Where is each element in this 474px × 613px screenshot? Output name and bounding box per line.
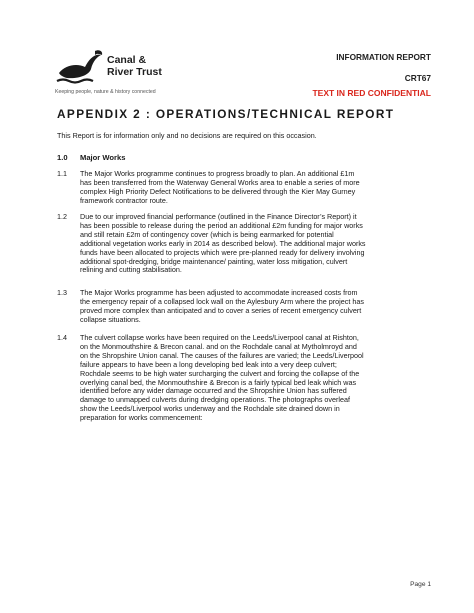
- paragraph-line: Rochdale seems to be high water surcharging the culvert and forcing the collapse of the: [80, 368, 360, 378]
- paragraph-line: and still retain £2m of contingency cover (which is being earmarked for potential: [80, 229, 334, 239]
- paragraph-line: relining and cutting stabilisation.: [80, 265, 182, 275]
- paragraph-line: on the Shropshire Union canal. The causes of the failures are varied; the Leeds/Liverpool: [80, 350, 364, 360]
- paragraph-line: complex High Priority Defect Notifications to be delivered through the Kier May Gurney: [80, 186, 356, 196]
- logo-wordmark: [107, 54, 162, 78]
- paragraph-line: on the Monmouthshire & Brecon canal. and on the Rochdale canal at Mytholmroyd and: [80, 341, 357, 351]
- paragraph-line: collapse situations.: [80, 314, 141, 324]
- paragraph-line: has been possible to release during the period an additional £2m funding for major works: [80, 220, 363, 230]
- paragraph-line: preparation for works commencement:: [80, 413, 203, 423]
- paragraph-number: 1.3: [57, 288, 67, 297]
- paragraph-line: The culvert collapse works have been required on the Leeds/Liverpool canal at Rishton,: [80, 333, 359, 342]
- page-title: APPENDIX 2 : OPERATIONS/TECHNICAL REPORT: [57, 107, 395, 121]
- paragraph-number: 1.2: [57, 212, 67, 221]
- paragraph-number: 1.4: [57, 333, 67, 342]
- paragraph-line: damage to unmapped culverts during dredging operations. The photographs overleaf: [80, 395, 350, 405]
- report-reference: CRT67: [404, 73, 431, 83]
- logo-name-line1: Canal &: [107, 54, 147, 66]
- paragraph-line: Due to our improved financial performance (outlined in the Finance Director’s Report) it: [80, 212, 357, 221]
- paragraph-number: 1.1: [57, 169, 67, 178]
- confidential-notice: TEXT IN RED CONFIDENTIAL: [312, 88, 431, 98]
- paragraph-line: The Major Works programme continues to progress broadly to plan. An additional £1m: [80, 169, 355, 178]
- canal-river-trust-logo: [55, 47, 185, 97]
- paragraph-line: The Major Works programme has been adjusted to accommodate increased costs from: [80, 288, 358, 297]
- logo-tagline: Keeping people, nature & history connected: [55, 89, 156, 95]
- report-type: INFORMATION REPORT: [336, 52, 431, 62]
- paragraph-line: additional spot-dredging, bridge maintenance/ painting, water loss mitigation, culvert: [80, 256, 348, 266]
- section-number: 1.0: [57, 153, 68, 162]
- paragraph-line: show the Leeds/Liverpool works underway and the Rochdale site drained down in: [80, 404, 340, 414]
- paragraph-line: failure appears to have been a long developing bed leak into a very deep culvert;: [80, 359, 337, 369]
- paragraph-line: framework contractor route.: [80, 195, 168, 205]
- logo-name-line2: River Trust: [107, 66, 162, 78]
- paragraph-line: the emergency repair of a collapsed lock wall on the Aylesbury Arm where the project has: [80, 296, 364, 306]
- paragraph-line: proved more complex than anticipated and to cover a series of recent emergency culvert: [80, 305, 362, 315]
- page-number: Page 1: [410, 581, 431, 588]
- intro-text: This Report is for information only and no decisions are required on this occasion.: [57, 131, 317, 140]
- paragraph-line: funds have been allocated to projects which were pre-planned ready for delivery involving: [80, 247, 365, 257]
- swan-logo-icon: [55, 47, 105, 85]
- paragraph-text: [80, 289, 440, 325]
- section-title: Major Works: [80, 153, 126, 162]
- paragraph-line: overlying canal bed, the Monmouthshire & Brecon is a fairly typical bed leak which was: [80, 377, 357, 387]
- paragraph-text: [80, 170, 440, 206]
- paragraph-line: additional vegetation works early in 2014 as described below). The additional major works: [80, 238, 366, 248]
- paragraph-line: identified before any wider damage occurred and the Shropshire Union has suffered: [80, 386, 347, 396]
- paragraph-text: [80, 213, 440, 275]
- paragraph-text: [80, 334, 440, 423]
- paragraph-line: has been transferred from the Waterway General Works area to enable a series of more: [80, 177, 360, 187]
